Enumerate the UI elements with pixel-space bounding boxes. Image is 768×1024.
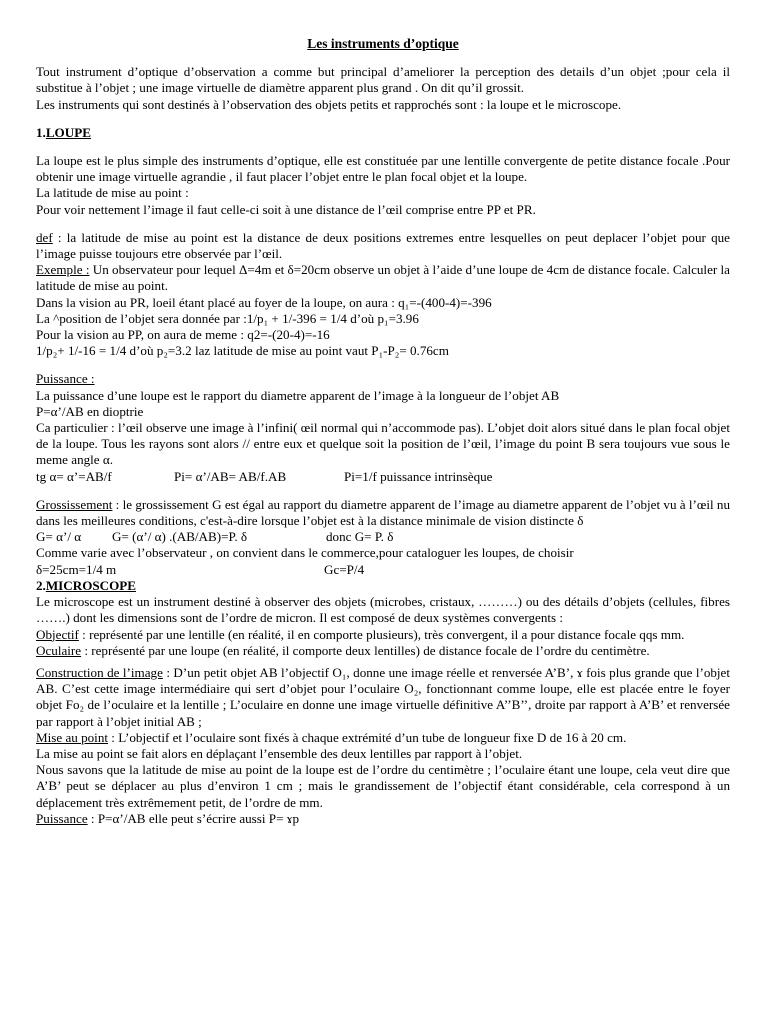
mise-au-point-paragraph: Mise au point : L’objectif et l’oculaire sont fixés à chaque extrémité d’un tube de longueur fixe D de 16 à 20 cm.: [36, 729, 627, 745]
grossissement-formula-line: G= α’/ α G= (α’/ α) .(AB/AB)=P. δ donc G= P. δ: [36, 529, 394, 545]
cas-particulier-paragraph: Ca particulier : l’œil observe une image à l’infini( œil normal qui n’accommode pas). L’objet doit alors situé dans le plan focal objet de la loupe. Tous les rayons sont alors // entre eux et quelque soit la position de l’œil, l’image du point B sera toujours vue sous le meme angle α.: [36, 420, 730, 468]
document-page: [36, 36, 730, 827]
loupe-paragraph: La loupe est le plus simple des instruments d’optique, elle est constituée par une lentille convergente de petite distance focale .Pour obtenir une image virtuelle agrandie , il faut placer l’objet entre le plan focal objet et la loupe.: [36, 153, 730, 185]
section-heading-loupe: 1.LOUPE: [36, 124, 91, 140]
puissance-line-2: P=α’/AB en dioptrie: [36, 403, 144, 419]
grossissement-paragraph: Grossissement : le grossissement G est égal au rapport du diametre apparent de l’image au diametre apparent de l’objet vu à l’œil nu dans les meilleures conditions, c'est-à-dire lorsque l’objet est à la distance minimale de vision distincte δ: [36, 496, 730, 529]
example-line-1: Dans la vision au PR, loeil étant placé au foyer de la loupe, on aura : q₁=-(400-4)=-396: [36, 294, 492, 310]
puissance-label: Puissance :: [36, 371, 95, 387]
example-line-3: Pour la vision au PP, on aura de meme : q2=-(20-4)=-16: [36, 327, 330, 343]
mise-au-point-line-2: La mise au point se fait alors en déplaçant l’ensemble des deux lentilles par rapport à l’objet.: [36, 745, 523, 761]
construction-paragraph: Construction de l’image : D’un petit objet AB l’objectif O₁, donne une image réelle et renversée A’B’, ɤ fois plus grande que l’objet AB. C’est cette image intermédiaire qui sert d’objet pour l’oculaire O₂, fonctionnant comme loupe, elle est placée entre le foyer objet Fo₂ de l’oculaire et la lentille ; L’oculaire en donne une image virtuelle définitive A’’B’’, droite par rapport à A’B’ et renversée par rapport à l’objet initial AB ;: [36, 664, 731, 729]
page-title: Les instruments d’optique: [307, 36, 459, 51]
latitude-text: Pour voir nettement l’image il faut celle-ci soit à une distance de l’œil comprise entre PP et PR.: [36, 201, 536, 217]
example-line-4: 1/p₂+ 1/-16 = 1/4 d’où p₂=3.2 laz latitude de mise au point vaut P₁-P₂= 0.76cm: [36, 343, 449, 359]
comme-formula-line: δ=25cm=1/4 m Gc=P/4: [36, 561, 365, 577]
intro-paragraph-2: Les instruments qui sont destinés à l’observation des objets petits et rapprochés sont : la loupe et le microscope.: [36, 96, 622, 112]
definition-paragraph: def : la latitude de mise au point est la distance de deux positions extremes entre lesquelles on peut deplacer l’objet pour que l’image puisse toujours etre observée par l’œil.: [36, 229, 730, 262]
microscope-puissance-line: Puissance : P=α’/AB elle peut s’écrire aussi P= ɤp: [36, 810, 300, 826]
oculaire-paragraph: Oculaire : représenté par une loupe (en réalité, il comporte deux lentilles) de distance focale de l’ordre du centimètre.: [36, 642, 650, 658]
nous-savons-paragraph: Nous savons que la latitude de mise au point de la loupe est de l’ordre du centimètre ; l’oculaire étant une loupe, cela veut dire que A’B’ peut se déplacer au plus d’environ 1 cm ; mais le grandissement de l’objectif étant considérable, cela correspond à un déplacement très extrêmement petit, de l’ordre de mm.: [36, 762, 730, 810]
microscope-paragraph: Le microscope est un instrument destiné à observer des objets (microbes, cristaux, ………) ou des détails d’objets (cellules, fibres …….) dont les dimensions sont de l’ordre de micron. Il est composé de deux systèmes convergents :: [36, 594, 730, 626]
intro-paragraph-1: Tout instrument d’optique d’observation a comme but principal d’ameliorer la perception des details d’un objet ;pour cela il substitue à l’objet ; une image virtuelle de diamètre apparent plus grand . On dit qu’il grossit.: [36, 64, 730, 96]
example-line-2: La ^position de l’objet sera donnée par :1/p₁ + 1/-396 = 1/4 d’où p₁=3.96: [36, 310, 419, 326]
section-heading-microscope: 2.MICROSCOPE: [36, 577, 137, 593]
puissance-line-1: La puissance d’une loupe est le rapport du diametre apparent de l’image à la longueur de l’objet AB: [36, 387, 560, 403]
formula-line: tg α= α’=AB/f Pi= α’/AB= AB/f.AB Pi=1/f puissance intrinsèque: [36, 468, 493, 484]
latitude-label: La latitude de mise au point :: [36, 185, 189, 201]
comme-paragraph: Comme varie avec l’observateur , on convient dans le commerce,pour cataloguer les loupes, de choisir: [36, 545, 574, 561]
objectif-paragraph: Objectif : représenté par une lentille (en réalité, il en comporte plusieurs), très convergent, il a pour distance focale qqs mm.: [36, 626, 685, 642]
example-paragraph: Exemple : Un observateur pour lequel Δ=4m et δ=20cm observe un objet à l’aide d’une loupe de 4cm de distance focale. Calculer la latitude de mise au point.: [36, 262, 730, 294]
